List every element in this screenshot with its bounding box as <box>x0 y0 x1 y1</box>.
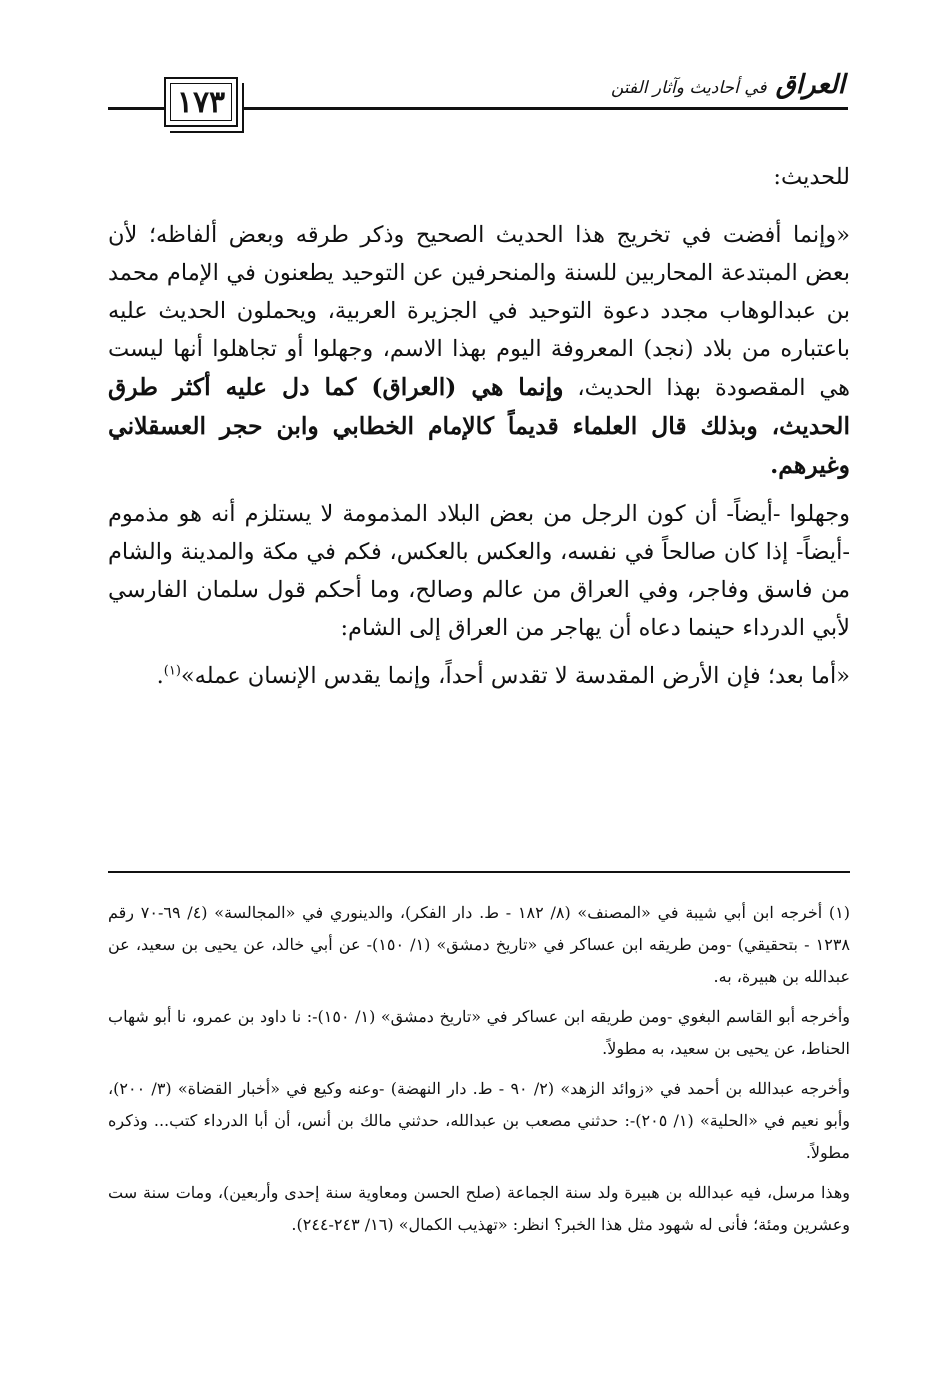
paragraph-1 <box>108 216 850 485</box>
footnote-paragraph: وهذا مرسل، فيه عبدالله بن هبيرة ولد سنة الجماعة (صلح الحسن ومعاوية سنة إحدى وأربعين)، ومات سنة ست وعشرين ومئة؛ فأنى له شهود مثل هذا الخبر؟ انظر: «تهذيب الكمال» (١٦/ ٢٤٣-٢٤٤). <box>108 1183 850 1234</box>
footnote-ref-1[interactable]: (١) <box>163 663 181 679</box>
header-rule-right <box>241 107 848 110</box>
footnote-paragraph: وأخرجه أبو القاسم البغوي -ومن طريقه ابن عساكر في «تاريخ دمشق» (١/ ١٥٠)-: نا داود بن عمرو، نا أبو شهاب الحناط، عن يحيى بن سعيد، به مطولاً. <box>108 1007 851 1058</box>
page-header <box>0 0 941 140</box>
header-rule-left <box>108 107 168 110</box>
quote-end: . <box>156 663 164 689</box>
paragraph-2: وجهلوا -أيضاً- أن كون الرجل من بعض البلاد المذمومة لا يستلزم أنه هو مذموم -أيضاً- إذا كان صالحاً في نفسه، والعكس بالعكس، فكم في مكة والمدينة والشام من فاسق وفاجر، وفي العراق من عالم وصالح، وما أحكم قول سلمان الفارسي لأبي الدرداء حينما دعاه أن يهاجر من العراق إلى الشام: <box>108 501 850 641</box>
book-subtitle: في أحاديث وآثار الفتن <box>610 78 767 98</box>
book-title: العراق <box>775 70 845 100</box>
quote-text: «أما بعد؛ فإن الأرض المقدسة لا تقدس أحداً، وإنما يقدس الإنسان عمله» <box>180 663 850 689</box>
main-text <box>108 158 850 705</box>
page-number: ١٧٣ <box>176 84 226 120</box>
intro-line: للحديث: <box>773 164 850 190</box>
paragraph-3 <box>108 657 850 695</box>
footnote-paragraph: وأخرجه عبدالله بن أحمد في «زوائد الزهد» (٢/ ٩٠ - ط. دار النهضة) -وعنه وكيع في «أخبار القضاة» (٣/ ٢٠٠)، وأبو نعيم في «الحلية» (١/ ٢٠٥)-: حدثني مصعب بن عبدالله، حدثني مالك بن أنس، أن أبا الدرداء كتب... وذكره مطولاً. <box>108 1079 850 1162</box>
footnote-separator <box>108 871 850 873</box>
running-head <box>611 70 845 100</box>
page-number-box <box>164 77 238 127</box>
paragraph-1-text: «وإنما أفضت في تخريج هذا الحديث الصحيح وذكر طرقه وبعض ألفاظه؛ لأن بعض المبتدعة المحاربين للسنة والمنحرفين عن التوحيد يطعنون في الإمام محمد بن عبدالوهاب مجدد دعوة التوحيد في الجزيرة العربية، ويحملون الحديث عليه باعتباره من بلاد (نجد) المعروفة اليوم بهذا الاسم، وجهلوا أو تجاهلوا أنها ليست هي المقصودة بهذا الحديث، <box>108 222 850 401</box>
paragraph-1-bold-text: وإنما هي (العراق) كما دل عليه أكثر طرق الحديث، وبذلك قال العلماء قديماً كالإمام الخطابي وابن حجر العسقلاني وغيرهم. <box>108 373 850 479</box>
footnote-1: (١) أخرجه ابن أبي شيبة في «المصنف» (٨/ ١٨٢ - ط. دار الفكر)، والدينوري في «المجالسة» (٤/ ٦٩-٧٠ رقم ١٢٣٨ - بتحقيقي) -ومن طريقه ابن عساكر في «تاريخ دمشق» (١/ ١٥٠)- عن أبي خالد، عن يحيى بن سعيد، عن عبدالله بن هبيرة، به. <box>108 903 851 986</box>
footnotes <box>108 897 850 1249</box>
